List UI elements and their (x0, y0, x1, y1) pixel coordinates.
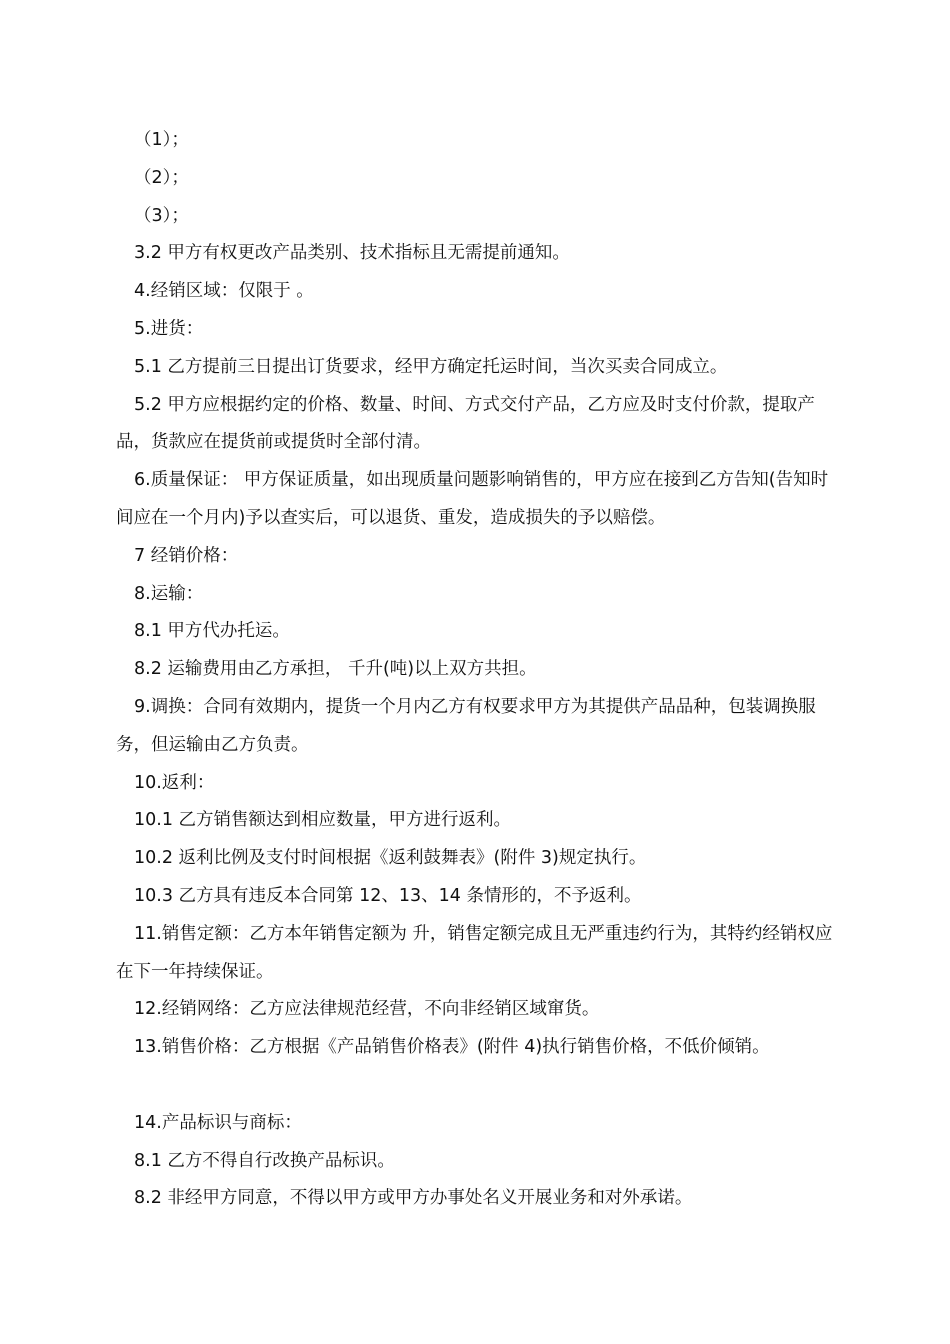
paragraph-5: 4.经销区域：仅限于 。 (134, 281, 314, 302)
blank-line (116, 1067, 836, 1105)
paragraph-14: 9.调换：合同有效期内，提货一个月内乙方有权要求甲方为其提供产品品种，包装调换服务，但运输由乙方负责。 (116, 696, 816, 755)
paragraph-19: 11.销售定额：乙方本年销售定额为 升，销售定额完成且无严重违约行为，其特约经销权应在下一年持续保证。 (116, 923, 833, 982)
paragraph-7: 5.1 乙方提前三日提出订货要求，经甲方确定托运时间，当次买卖合同成立。 (134, 356, 728, 377)
paragraph-1: （1）； (134, 130, 189, 150)
paragraph-23: 8.1 乙方不得自行改换产品标识。 (134, 1150, 395, 1171)
paragraph-11: 8.运输： (134, 583, 204, 604)
paragraph-15: 10.返利： (134, 772, 215, 793)
paragraph-22: 14.产品标识与商标： (134, 1112, 302, 1133)
paragraph-17: 10.2 返利比例及支付时间根据《返利鼓舞表》(附件 3)规定执行。 (134, 848, 647, 869)
paragraph-12: 8.1 甲方代办托运。 (134, 621, 290, 642)
paragraph-8: 5.2 甲方应根据约定的价格、数量、时间、方式交付产品，乙方应及时支付价款，提取产品，货款应在提货前或提货时全部付清。 (116, 394, 815, 453)
paragraph-2: （2）； (134, 167, 189, 188)
paragraph-4: 3.2 甲方有权更改产品类别、技术指标且无需提前通知。 (134, 243, 570, 264)
document-body (116, 122, 836, 1218)
paragraph-24: 8.2 非经甲方同意，不得以甲方或甲方办事处名义开展业务和对外承诺。 (134, 1188, 693, 1209)
paragraph-16: 10.1 乙方销售额达到相应数量，甲方进行返利。 (134, 810, 512, 831)
paragraph-10: 7 经销价格： (134, 545, 239, 566)
paragraph-20: 12.经销网络：乙方应法律规范经营，不向非经销区域窜货。 (134, 999, 600, 1020)
paragraph-9: 6.质量保证： 甲方保证质量，如出现质量问题影响销售的，甲方应在接到乙方告知(告知时间应在一个月内)予以查实后，可以退货、重发，造成损失的予以赔偿。 (116, 470, 829, 528)
paragraph-6: 5.进货： (134, 318, 204, 339)
paragraph-13: 8.2 运输费用由乙方承担， 千升(吨)以上双方共担。 (134, 659, 537, 680)
paragraph-3: （3）； (134, 205, 189, 226)
paragraph-18: 10.3 乙方具有违反本合同第 12、13、14 条情形的，不予返利。 (134, 885, 642, 906)
paragraph-21: 13.销售价格：乙方根据《产品销售价格表》(附件 4)执行销售价格，不低价倾销。 (134, 1037, 770, 1058)
